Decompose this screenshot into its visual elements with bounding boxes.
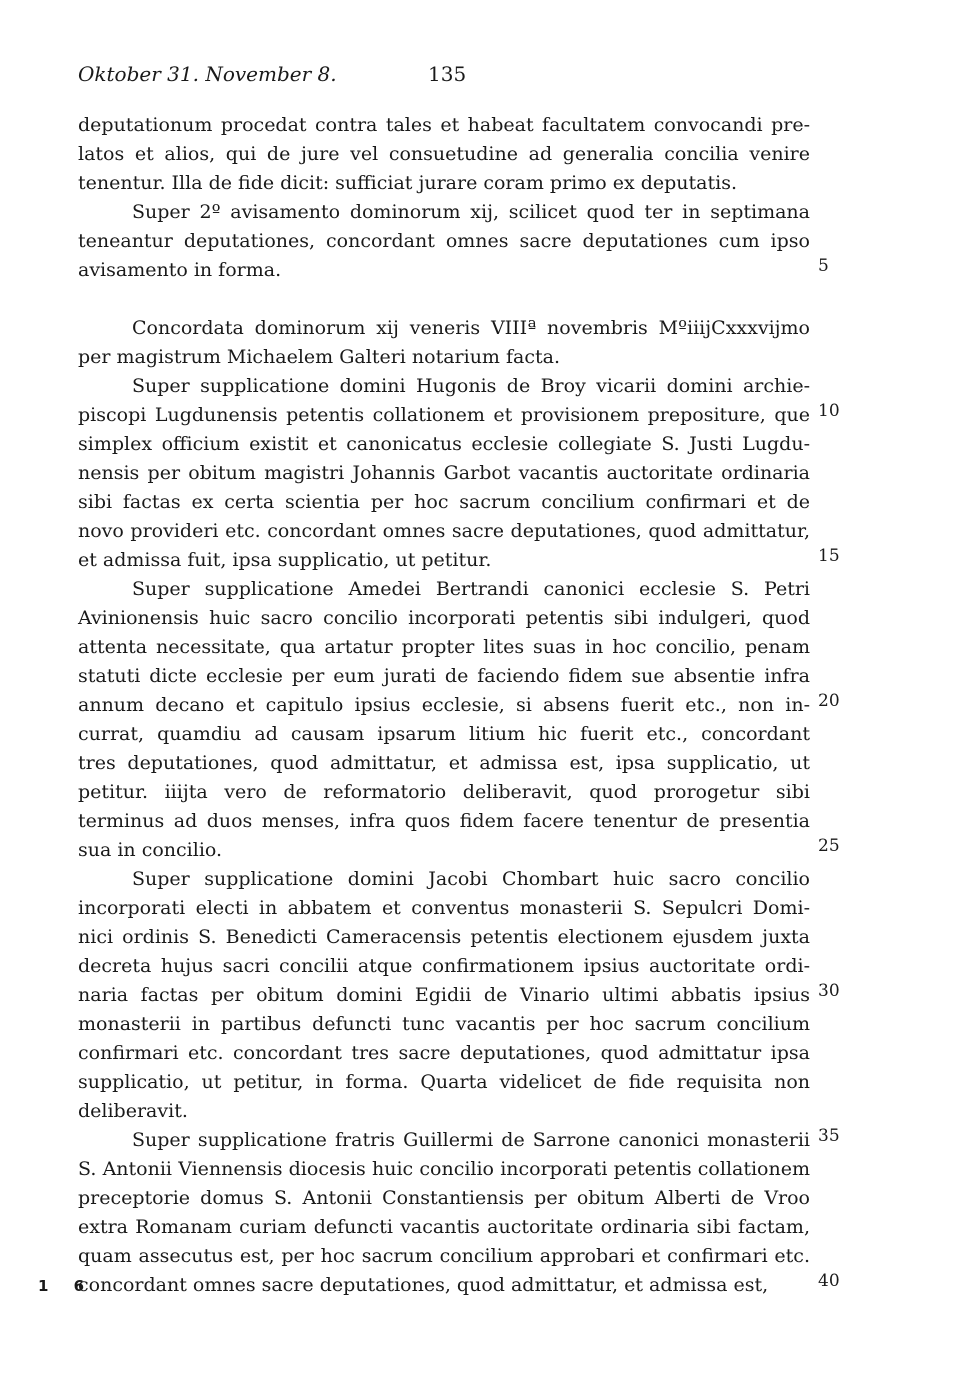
text-line: deliberavit. bbox=[78, 1100, 188, 1122]
text-line: Super 2º avisamento dominorum xij, scilicet quod ter in septimana bbox=[132, 201, 810, 223]
text-line: latos et alios, qui de jure vel consuetudine ad generalia concilia venire bbox=[78, 143, 810, 165]
text-line: annum decano et capitulo ipsius ecclesie, si absens fuerit etc., non in- bbox=[78, 694, 810, 716]
running-header bbox=[78, 62, 798, 90]
line-number: 20 bbox=[818, 691, 840, 711]
text-line: terminus ad duos menses, infra quos fidem facere tenentur de presentia bbox=[78, 810, 810, 832]
text-line: quam assecutus est, per hoc sacrum concilium approbari et confirmari etc. bbox=[78, 1245, 810, 1267]
text-line: avisamento in forma. bbox=[78, 259, 282, 281]
text-line: S. Antonii Viennensis diocesis huic concilio incorporati petentis collationem bbox=[78, 1158, 810, 1180]
text-line: currat, quamdiu ad causam ipsarum litium hic fuerit etc., concordant bbox=[78, 723, 810, 745]
text-line: per magistrum Michaelem Galteri notarium facta. bbox=[78, 346, 560, 368]
paragraph bbox=[78, 372, 810, 575]
text-line: Super supplicatione Amedei Bertrandi canonici ecclesie S. Petri bbox=[132, 578, 810, 600]
text-line: incorporati electi in abbatem et conventus monasterii S. Sepulcri Domi- bbox=[78, 897, 810, 919]
text-line: statuti dicte ecclesie per eum jurati de faciendo fidem sue absentie infra bbox=[78, 665, 810, 687]
text-line: tenentur. Illa de fide dicit: sufficiat jurare coram primo ex deputatis. bbox=[78, 172, 737, 194]
paragraph bbox=[78, 198, 810, 285]
text-line: concordant omnes sacre deputationes, quod admittatur, et admissa est, bbox=[78, 1274, 769, 1296]
header-date: Oktober 31. November 8. bbox=[78, 62, 337, 86]
text-line: monasterii in partibus defuncti tunc vacantis per hoc sacrum concilium bbox=[78, 1013, 810, 1035]
text-line: extra Romanam curiam defuncti vacantis auctoritate ordinaria sibi factam, bbox=[78, 1216, 810, 1238]
text-line: et admissa fuit, ipsa supplicatio, ut petitur. bbox=[78, 549, 492, 571]
text-line: deputationum procedat contra tales et habeat facultatem convocandi pre- bbox=[78, 114, 810, 136]
text-line: sibi factas ex certa scientia per hoc sacrum concilium confirmari et de bbox=[78, 491, 810, 513]
paragraph bbox=[78, 314, 810, 372]
page-number: 135 bbox=[428, 62, 467, 86]
text-line: confirmari etc. concordant tres sacre deputationes, quod admittatur ipsa bbox=[78, 1042, 810, 1064]
text-line: Super supplicatione domini Hugonis de Broy vicarii domini archie- bbox=[132, 375, 810, 397]
text-line: tres deputationes, quod admittatur, et admissa est, ipsa supplicatio, ut bbox=[78, 752, 810, 774]
text-line: piscopi Lugdunensis petentis collationem et provisionem prepositure, que bbox=[78, 404, 810, 426]
text-line: Super supplicatione fratris Guillermi de Sarrone canonici monasterii bbox=[132, 1129, 810, 1151]
text-line: sua in concilio. bbox=[78, 839, 223, 861]
line-number: 15 bbox=[818, 546, 840, 566]
paragraph bbox=[78, 575, 810, 865]
text-line: Concordata dominorum xij veneris VIIIª novembris MºiiijCxxxvijmo bbox=[132, 317, 810, 339]
line-number: 5 bbox=[818, 256, 829, 276]
line-number: 10 bbox=[818, 401, 840, 421]
line-number: 30 bbox=[818, 981, 840, 1001]
text-line: simplex officium existit et canonicatus ecclesie collegiate S. Justi Lugdu- bbox=[78, 433, 810, 455]
line-number: 35 bbox=[818, 1126, 840, 1146]
line-number: 25 bbox=[818, 836, 840, 856]
text-line: nici ordinis S. Benedicti Cameracensis petentis electionem ejusdem juxta bbox=[78, 926, 810, 948]
text-line: novo provideri etc. concordant omnes sacre deputationes, quod admittatur, bbox=[78, 520, 810, 542]
text-line: Avinionensis huic sacro concilio incorporati petentis sibi indulgeri, quod bbox=[78, 607, 810, 629]
signature-mark: 1 6 bbox=[38, 1277, 95, 1295]
text-line: nensis per obitum magistri Johannis Garbot vacantis auctoritate ordinaria bbox=[78, 462, 810, 484]
text-line: teneantur deputationes, concordant omnes sacre deputationes cum ipso bbox=[78, 230, 810, 252]
paragraph bbox=[78, 1126, 810, 1300]
text-line: preceptorie domus S. Antonii Constantiensis per obitum Alberti de Vroo bbox=[78, 1187, 810, 1209]
line-number: 40 bbox=[818, 1271, 840, 1291]
text-line: petitur. iiijta vero de reformatorio deliberavit, quod prorogetur sibi bbox=[78, 781, 810, 803]
text-line: Super supplicatione domini Jacobi Chombart huic sacro concilio bbox=[132, 868, 810, 890]
paragraph bbox=[78, 111, 810, 198]
text-line: decreta hujus sacri concilii atque confirmationem ipsius auctoritate ordi- bbox=[78, 955, 810, 977]
text-line: supplicatio, ut petitur, in forma. Quarta videlicet de fide requisita non bbox=[78, 1071, 810, 1093]
text-line: naria factas per obitum domini Egidii de Vinario ultimi abbatis ipsius bbox=[78, 984, 810, 1006]
text-line: attenta necessitate, qua artatur propter lites suas in hoc concilio, penam bbox=[78, 636, 810, 658]
paragraph bbox=[78, 865, 810, 1126]
